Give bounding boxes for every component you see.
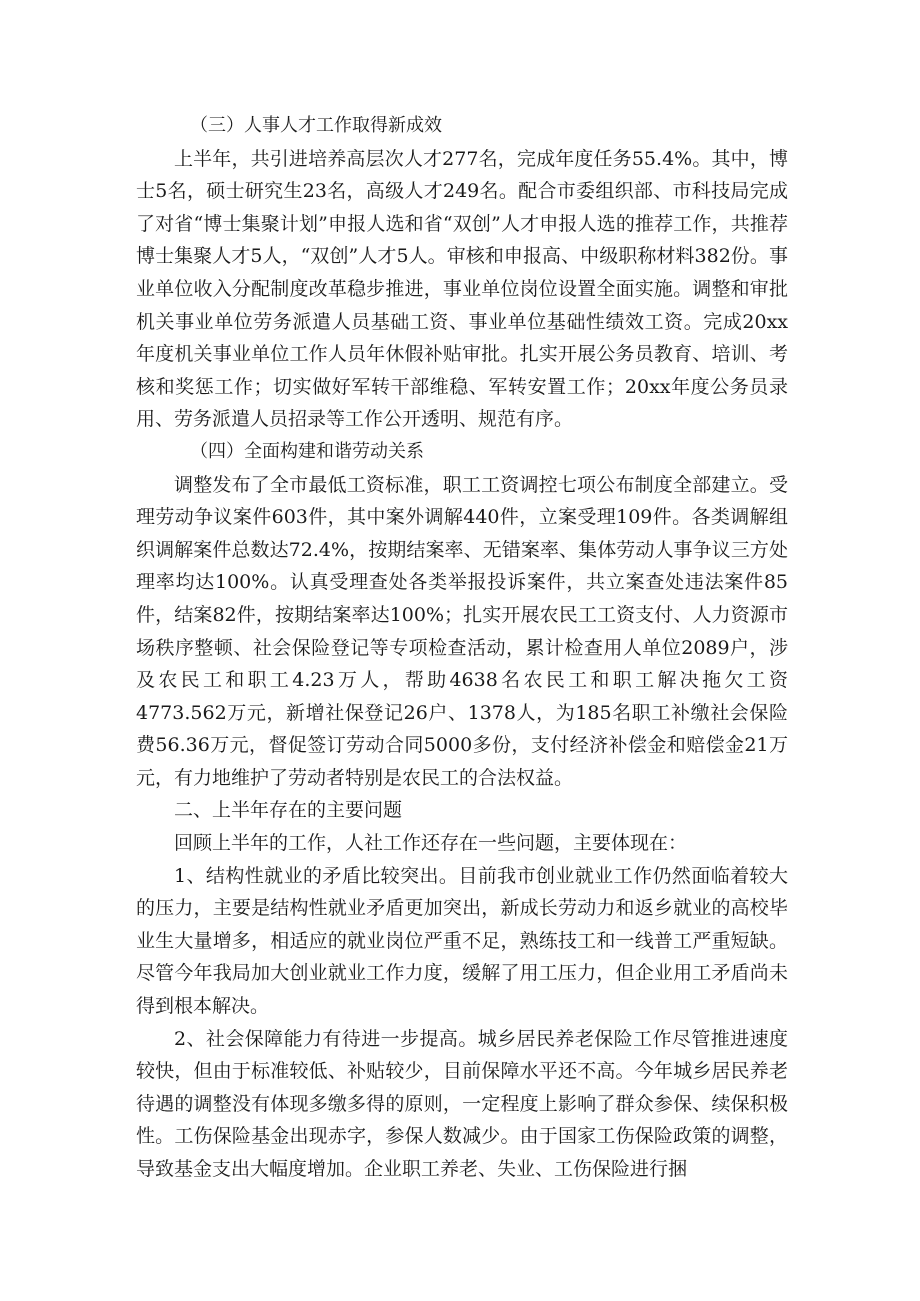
- section-heading-problems: 二、上半年存在的主要问题: [174, 799, 403, 822]
- section-heading-4: （四）全面构建和谐劳动关系: [190, 440, 424, 462]
- paragraph-review-intro: 回顾上半年的工作，人社工作还存在一些问题，主要体现在：: [174, 832, 688, 855]
- paragraph-talent-work: 上半年，共引进培养高层次人才277名，完成年度任务55.4%。其中，博士5名，硕士研究生23名，高级人才249名。配合市委组织部、市科技局完成了对省“博士集聚计划”申报人选和省“双创”人才申报人选的推荐工作，共推荐博士集聚人才5人，“双创”人才5人。审核和申报高、中级职称材料382份。事业单位收入分配制度改革稳步推进，事业单位岗位设置全面实施。调整和审批机关事业单位劳务派遣人员基础工资、事业单位基础性绩效工资。完成20xx年度机关事业单位工作人员年休假补贴审批。扎实开展公务员教育、培训、考核和奖惩工作；切实做好军转干部维稳、军转安置工作；20xx年度公务员录用、劳务派遣人员招录等工作公开透明、规范有序。: [136, 147, 788, 431]
- paragraph-labor-relations: 调整发布了全市最低工资标准，职工工资调控七项公布制度全部建立。受理劳动争议案件603件，其中案外调解440件，立案受理109件。各类调解组织调解案件总数达72.4%，按期结案率、无错案率、集体劳动人事争议三方处理率均达100%。认真受理查处各类举报投诉案件，共立案查处违法案件85件，结案82件，按期结案率达100%；扎实开展农民工工资支付、人力资源市场秩序整顿、社会保险登记等专项检查活动，累计检查用人单位2089户，涉及农民工和职工4.23万人，帮助4638名农民工和职工解决拖欠工资4773.562万元，新增社保登记26户、1378人，为185名职工补缴社会保险费56.36万元，督促签订劳动合同5000多份，支付经济补偿金和赔偿金21万元，有力地维护了劳动者特别是农民工的合法权益。: [136, 473, 788, 789]
- paragraph-problem-1: 1、结构性就业的矛盾比较突出。目前我市创业就业工作仍然面临着较大的压力，主要是结构性就业矛盾更加突出，新成长劳动力和返乡就业的高校毕业生大量增多，相适应的就业岗位严重不足，熟练技工和一线普工严重短缺。尽管今年我局加大创业就业工作力度，缓解了用工压力，但企业用工矛盾尚未得到根本解决。: [136, 864, 788, 1018]
- section-heading-3: （三）人事人才工作取得新成效: [190, 115, 442, 136]
- paragraph-problem-2: 2、社会保障能力有待进一步提高。城乡居民养老保险工作尽管推进速度较快，但由于标准较低、补贴较少，目前保障水平还不高。今年城乡居民养老待遇的调整没有体现多缴多得的原则，一定程度上影响了群众参保、续保积极性。工伤保险基金出现赤字，参保人数减少。由于国家工伤保险政策的调整，导致基金支出大幅度增加。企业职工养老、失业、工伤保险进行捆: [136, 1027, 788, 1180]
- document-body: [136, 110, 788, 1186]
